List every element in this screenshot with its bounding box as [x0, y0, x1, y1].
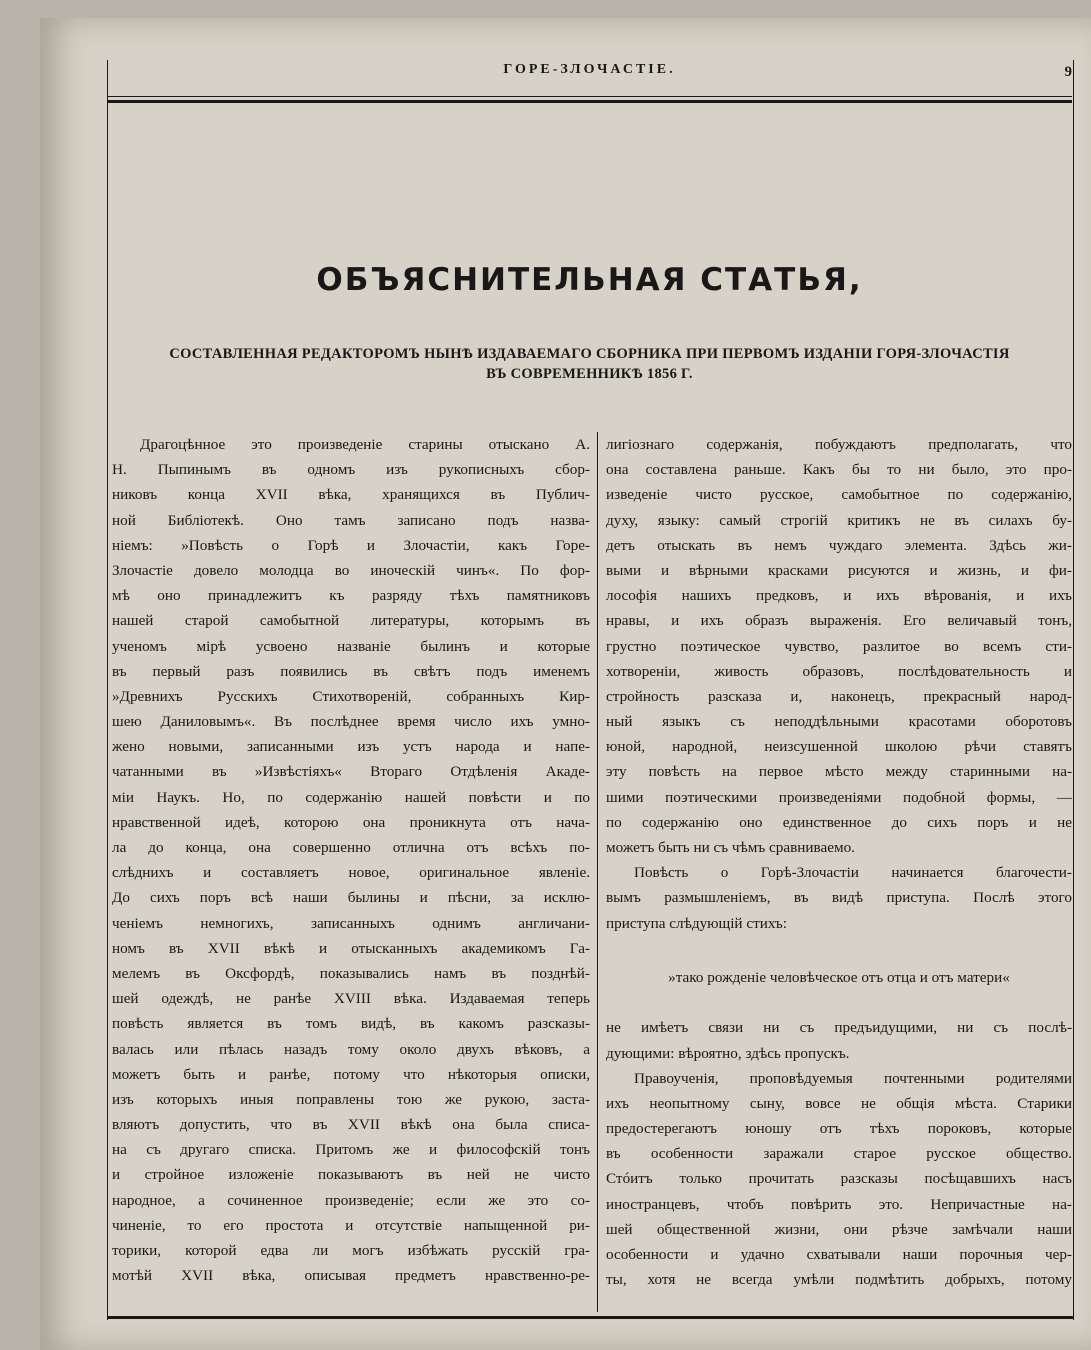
text-line: не имѣетъ связи ни съ предъидущими, ни съ послѣ-: [606, 1019, 1072, 1037]
text-line: вляютъ допустить, что въ XVII вѣкѣ она была списа-: [112, 1116, 590, 1134]
text-line: она составлена раньше. Какъ бы то ни было, это про-: [606, 461, 1072, 479]
text-line: ты, хотя не всегда умѣли подмѣтить добрыхъ, потому: [606, 1271, 1072, 1289]
text-line: шею Даниловымъ«. Въ послѣднее время число ихъ умно-: [112, 713, 590, 731]
header-rule-thick: [107, 100, 1072, 103]
text-line: чатанными въ »Извѣстіяхъ« Втораго Отдѣленія Акаде-: [112, 763, 590, 781]
text-line: иностранцевъ, чтобъ повѣрить это. Непричастные на-: [606, 1195, 1072, 1213]
text-line: юной, народной, неизсушенной школою рѣчи ставятъ: [606, 738, 1072, 756]
text-line: духу, языку: самый строгій критикъ не въ силахъ бу-: [606, 511, 1072, 529]
text-line: детъ отыскать въ немъ чуждаго элемента. Здѣсь жи-: [606, 536, 1072, 554]
text-line: и стройное изложеніе показываютъ въ ней не чисто: [112, 1166, 590, 1184]
text-line: приступа слѣдующій стихъ:: [606, 914, 787, 932]
verse-quote: »тако рожденіе человѣческое отъ отца и отъ матери«: [668, 968, 1010, 986]
text-line: на съ другаго списка. Притомъ же и философскій тонъ: [112, 1141, 590, 1159]
text-line: шими поэтическими произведеніями подобной формы, —: [606, 788, 1072, 806]
text-line: ченіемъ немногихъ, записанныхъ однимъ англичани-: [112, 914, 590, 932]
text-line: особенности и удачно схватывали наши порочныя чер-: [606, 1246, 1072, 1263]
text-line: дующими: вѣроятно, здѣсь пропускъ.: [606, 1044, 850, 1062]
text-line: міи Наукъ. Но, по содержанію нашей повѣсти и по: [112, 788, 590, 806]
text-line: До сихъ поръ всѣ наши былины и пѣсни, за исклю-: [112, 889, 590, 907]
text-line: мелемъ въ Оксфордѣ, показывались намъ въ позднѣй-: [112, 964, 590, 982]
text-line: Правоученія, проповѣдуемыя почтенными родителями: [634, 1069, 1072, 1087]
paragraph-gap: [606, 936, 1072, 961]
text-line: лигіознаго содержанія, побуждаютъ предполагать, что: [606, 436, 1072, 453]
text-line: ихъ неопытному сыну, вовсе не общія мѣста. Старики: [606, 1094, 1072, 1112]
header-rule-thin: [107, 96, 1072, 97]
text-line: »Древнихъ Русскихъ Стихотвореній, собранныхъ Кир-: [112, 687, 590, 705]
running-header: [107, 56, 1072, 96]
right-column: [606, 432, 1072, 1292]
column-divider: [597, 432, 598, 1312]
text-line: ный языкъ съ неподдѣльными красотами оборотовъ: [606, 713, 1072, 731]
subtitle-line-2: ВЪ СОВРЕМЕННИКѢ 1856 Г.: [486, 366, 693, 382]
text-line: Н. Пыпинымъ въ одномъ изъ рукописныхъ сбор-: [112, 461, 590, 479]
text-line: Повѣсть о Горѣ-Злочастіи начинается благочести-: [634, 864, 1072, 882]
text-line: чиненіе, то его простота и отсутствіе напыщенной ри-: [112, 1216, 590, 1234]
text-line: ученомъ мірѣ усвоено названіе былинъ и которые: [112, 637, 590, 655]
text-line: эту повѣсть на первое мѣсто между старинными на-: [606, 763, 1072, 781]
text-line: изъ которыхъ иныя поправлены тою же рукою, заста-: [112, 1090, 590, 1108]
page-number: 9: [1064, 64, 1072, 80]
text-line: нравы, и ихъ образъ выраженія. Его величавый тонъ,: [606, 612, 1072, 630]
left-column: [112, 432, 590, 1288]
text-line: можетъ быть и ранѣе, потому что нѣкоторыя описки,: [112, 1065, 590, 1083]
text-line: нравственной идеѣ, которою она проникнута отъ нача-: [112, 813, 590, 831]
text-line: предостерегаютъ юношу отъ тѣхъ пороковъ, которые: [606, 1120, 1072, 1138]
text-line: можетъ быть ни съ чѣмъ сравниваемо.: [606, 839, 855, 856]
text-line: выми и вѣрными красками рисуются и жизнь, и фи-: [606, 561, 1072, 579]
article-subtitle: [112, 344, 1067, 384]
article-title: ОБЪЯСНИТЕЛЬНАЯ СТАТЬЯ,: [316, 262, 863, 298]
text-line: хотвореніи, живость образовъ, послѣдовательность и: [606, 662, 1072, 680]
text-line: Злочастіе довело молодца во иноческій чинъ«. По фор-: [112, 561, 590, 579]
text-line: ніемъ: »Повѣсть о Горѣ и Злочастіи, какъ Горе-: [112, 536, 590, 554]
text-line: жено новыми, записанными изъ устъ народа и напе-: [112, 738, 590, 756]
subtitle-line-1: СОСТАВЛЕННАЯ РЕДАКТОРОМЪ НЫНѢ ИЗДАВАЕМАГО СБОРНИКА ПРИ ПЕРВОМЪ ИЗДАНІИ ГОРЯ-ЗЛОЧАСТІЯ: [169, 346, 1010, 362]
text-line: ной Библіотекѣ. Оно тамъ записано подъ назва-: [112, 511, 590, 529]
text-line: Драгоцѣнное это произведеніе старины отыскано А.: [140, 436, 590, 453]
running-title: ГОРЕ-ЗЛОЧАСТІЕ.: [503, 62, 676, 77]
frame-right-line: [1073, 60, 1074, 1320]
text-line: слѣднихъ и составляетъ новое, оригинальное явленіе.: [112, 864, 590, 882]
text-line: шей одеждѣ, не ранѣе XVIII вѣка. Издаваемая теперь: [112, 990, 590, 1008]
text-line: по содержанію оно единственное до сихъ поръ и не: [606, 813, 1072, 831]
text-line: въ особенности заражали старое русское общество.: [606, 1145, 1072, 1163]
text-line: вымъ размышленіемъ, въ видѣ приступа. Послѣ этого: [606, 889, 1072, 907]
text-line: валась или пѣлась назадъ тому около двухъ вѣковъ, а: [112, 1040, 590, 1058]
frame-left-line: [107, 60, 108, 1320]
text-line: шей общественной жизни, они рѣзче замѣчали наши: [606, 1220, 1072, 1238]
text-line: повѣсть является въ томъ видѣ, въ какомъ разсказы-: [112, 1015, 590, 1033]
text-line: лософія нашихъ предковъ, и ихъ вѣрованія, и ихъ: [606, 587, 1072, 605]
paragraph-gap: [606, 990, 1072, 1015]
text-line: грустно поэтическое чувство, разлитое во всемъ сти-: [606, 637, 1072, 655]
text-line: мотѣй XVII вѣка, описывая предметъ нравственно-ре-: [112, 1267, 590, 1285]
text-line: ла до конца, она совершенно отлична отъ всѣхъ по-: [112, 839, 590, 856]
text-line: въ первый разъ появились въ свѣтъ подъ именемъ: [112, 662, 590, 680]
bottom-rule: [107, 1316, 1074, 1319]
text-line: изведеніе чисто русское, самобытное по содержанію,: [606, 486, 1072, 504]
text-line: нашей старой самобытной литературы, которымъ въ: [112, 612, 590, 630]
text-line: торики, которой едва ли могъ избѣжать русскій гра-: [112, 1242, 590, 1259]
text-line: народное, а сочиненное произведеніе; если же это со-: [112, 1191, 590, 1209]
text-line: стройность разсказа и, наконецъ, прекрасный народ-: [606, 687, 1072, 705]
text-line: Стóитъ только прочитать разсказы посѣщавшихъ насъ: [606, 1170, 1072, 1188]
text-line: мѣ оно принадлежитъ къ разряду тѣхъ памятниковъ: [112, 587, 590, 605]
text-line: никовъ конца XVII вѣка, хранящихся въ Публич-: [112, 486, 590, 504]
text-line: номъ въ XVII вѣкѣ и отысканныхъ академикомъ Га-: [112, 939, 590, 957]
